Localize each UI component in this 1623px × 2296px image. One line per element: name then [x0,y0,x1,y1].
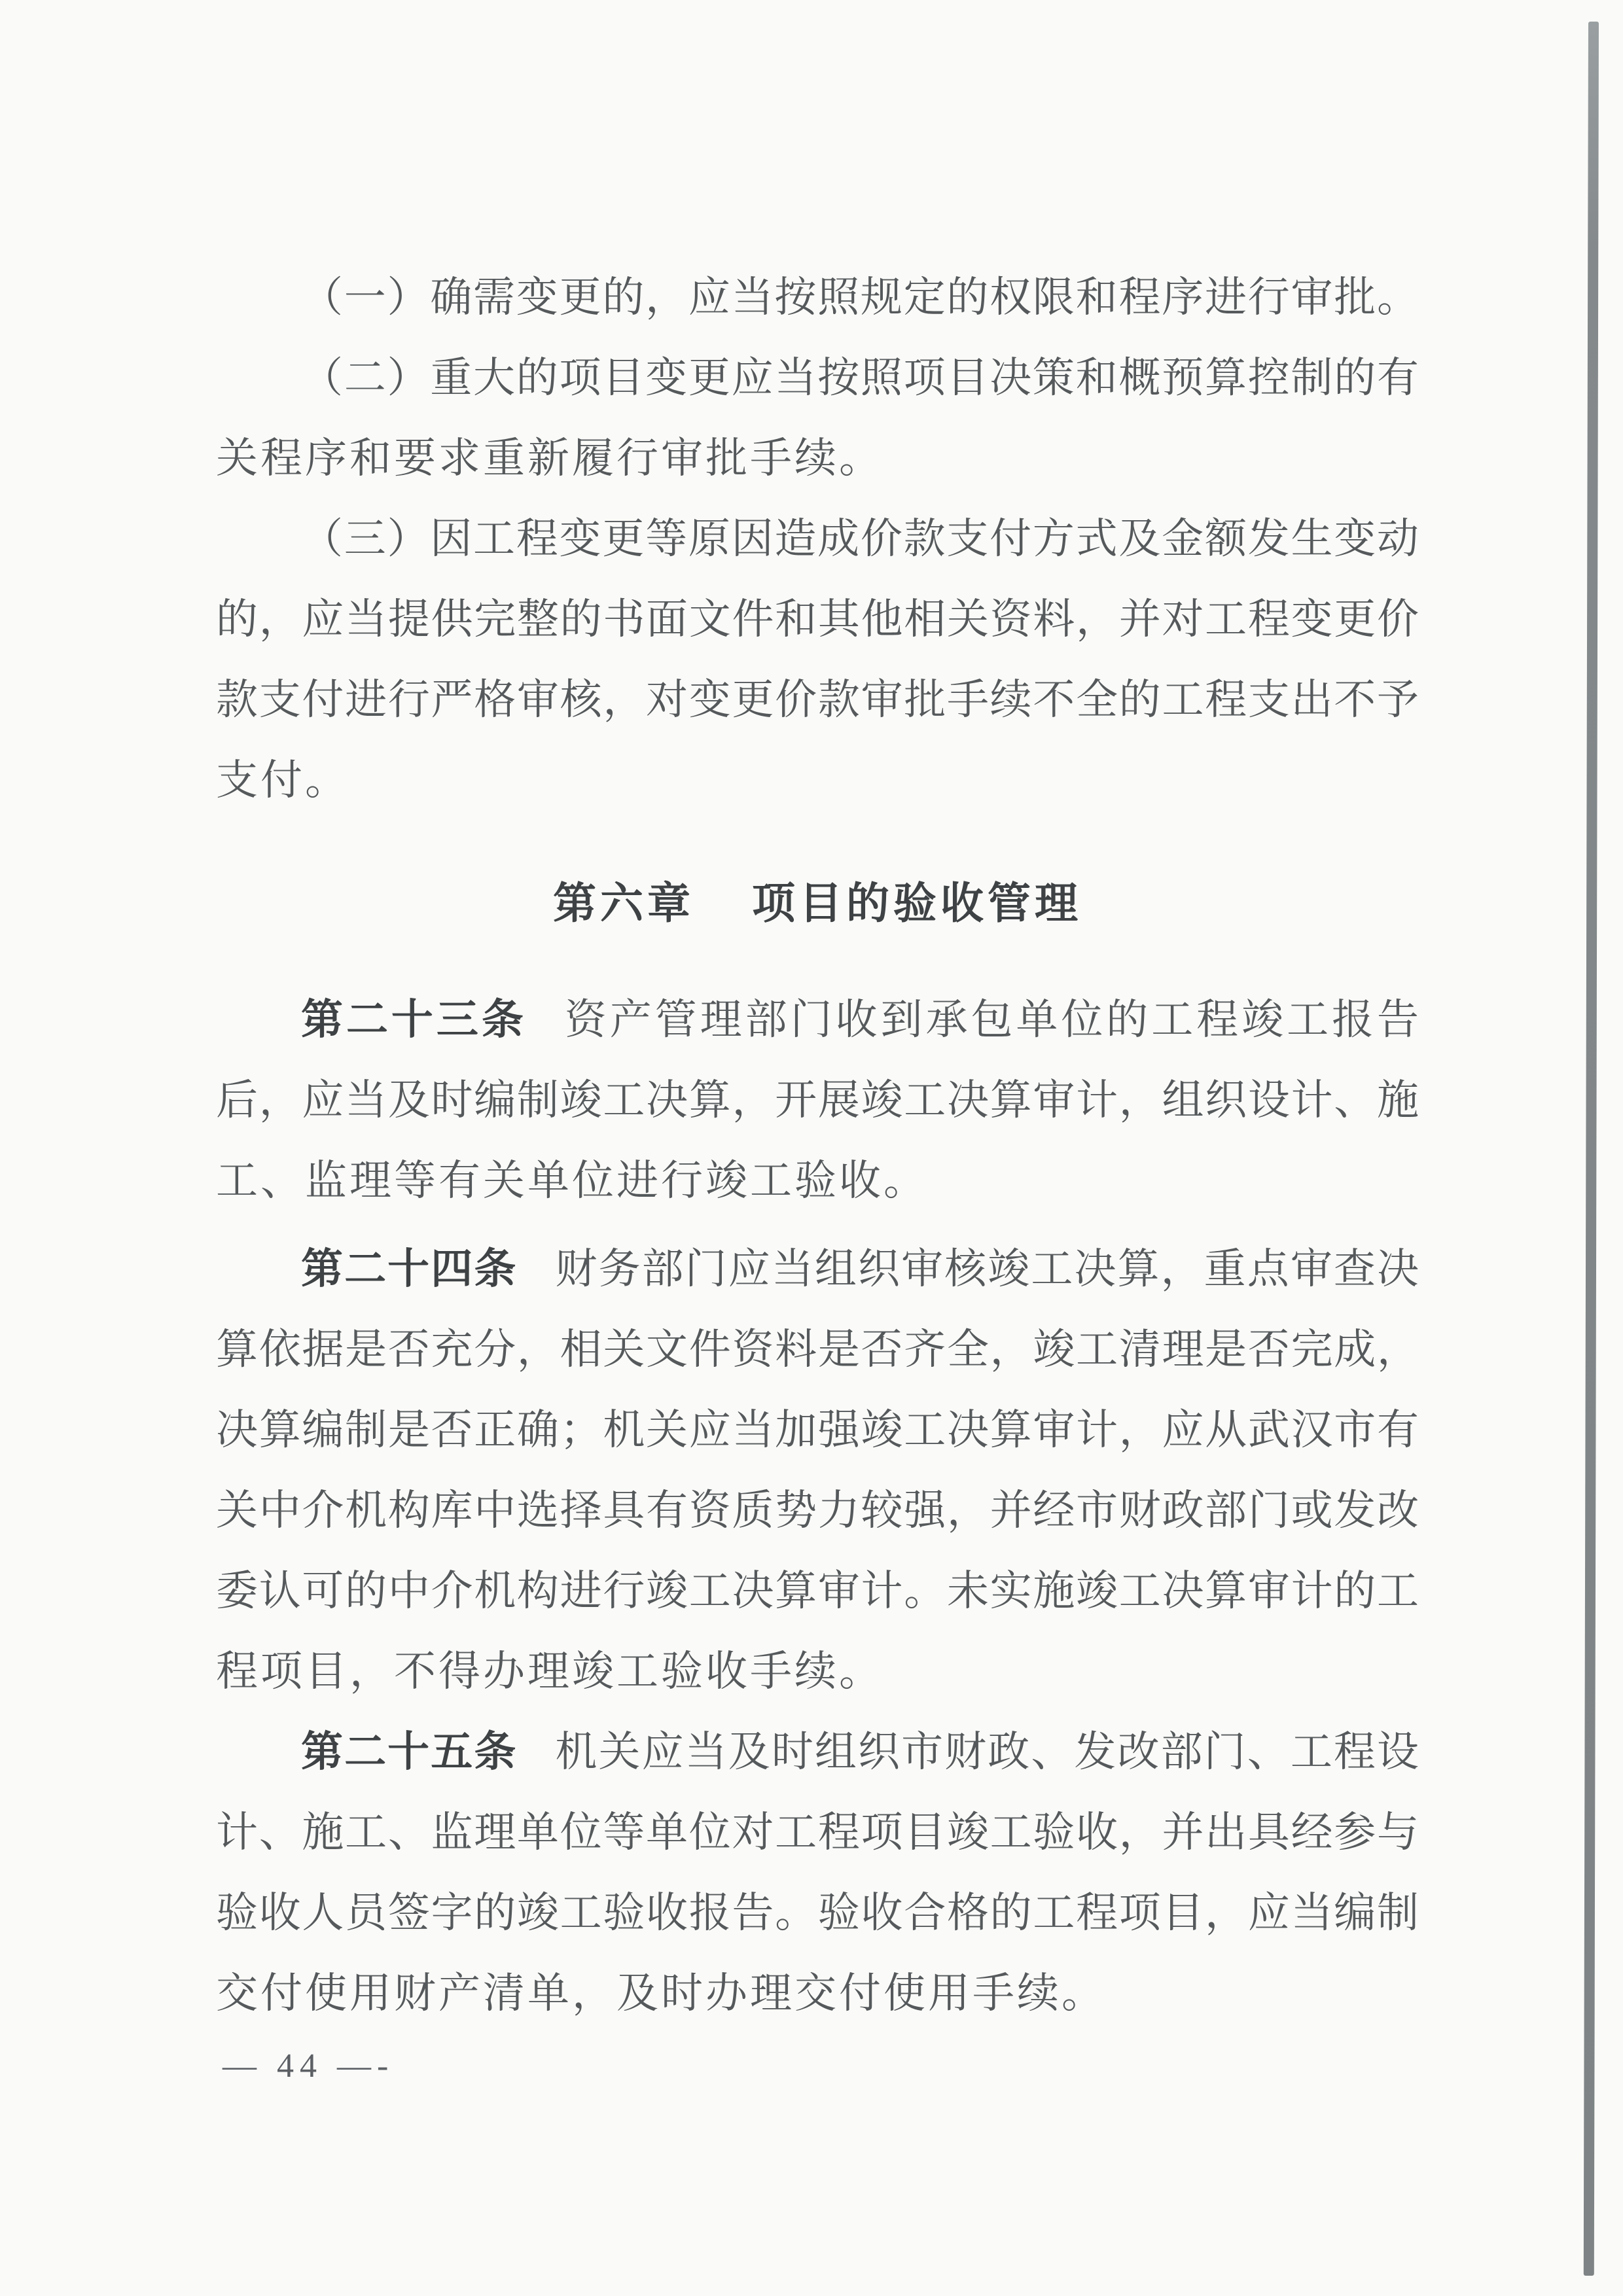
text-line: 程项目，不得办理竣工验收手续。 [216,1648,883,1695]
text-line: 工、监理等有关单位进行竣工验收。 [216,1157,928,1204]
text-body [216,257,1419,2034]
paragraph [216,499,1419,821]
text-line: 款支付进行严格审核，对变更价款审批手续不全的工程支出不予 [216,677,1419,723]
article-text: 资产管理部门收到承包单位的工程竣工报告 [564,997,1419,1043]
article-text: 机关应当及时组织市财政、发改部门、工程设 [555,1729,1419,1775]
text-line: 计、施工、监理单位等单位对工程项目竣工验收，并出具经参与 [216,1809,1419,1856]
text-line: 交付使用财产清单，及时办理交付使用手续。 [216,1970,1106,2017]
text-line: 关中介机构库中选择具有资质势力较强，并经市财政部门或发改 [216,1487,1419,1534]
text-line: 后，应当及时编制竣工决算，开展竣工决算审计，组织设计、施 [216,1077,1419,1123]
text-line [216,1712,1419,1792]
text-line: 关程序和要求重新履行审批手续。 [216,435,883,482]
text-line: （三）因工程变更等原因造成价款支付方式及金额发生变动 [301,516,1419,562]
paragraph [216,1712,1419,2034]
chapter-number: 第六章 [553,880,694,928]
chapter-title: 项目的验收管理 [752,880,1082,928]
article-text: 财务部门应当组织审核竣工决算，重点审查决 [555,1246,1419,1292]
text-line: 支付。 [216,757,349,804]
text-line: （二）重大的项目变更应当按照项目决策和概预算控制的有 [301,355,1419,401]
paragraph [216,980,1419,1221]
article-number: 第二十三条 [301,997,527,1043]
chapter-heading [216,864,1419,944]
text-line [216,1229,1419,1309]
text-line: 的，应当提供完整的书面文件和其他相关资料，并对工程变更价 [216,596,1419,643]
text-line [216,980,1419,1060]
paragraph [216,338,1419,499]
text-line: 委认可的中介机构进行竣工决算审计。未实施竣工决算审计的工 [216,1568,1419,1614]
text-line: 算依据是否充分，相关文件资料是否齐全，竣工清理是否完成， [216,1326,1419,1373]
text-line: 决算编制是否正确；机关应当加强竣工决算审计，应从武汉市有 [216,1407,1419,1453]
article-number: 第二十四条 [301,1246,518,1292]
paragraph [216,1229,1419,1712]
text-line: 验收人员签字的竣工验收报告。验收合格的工程项目，应当编制 [216,1890,1419,1936]
article-number: 第二十五条 [301,1729,518,1775]
text-line: （一）确需变更的，应当按照规定的权限和程序进行审批。 [301,274,1419,321]
scan-edge-line [1584,22,1599,2276]
paragraph [216,257,1419,338]
page-number: — 44 —- [223,2047,395,2085]
